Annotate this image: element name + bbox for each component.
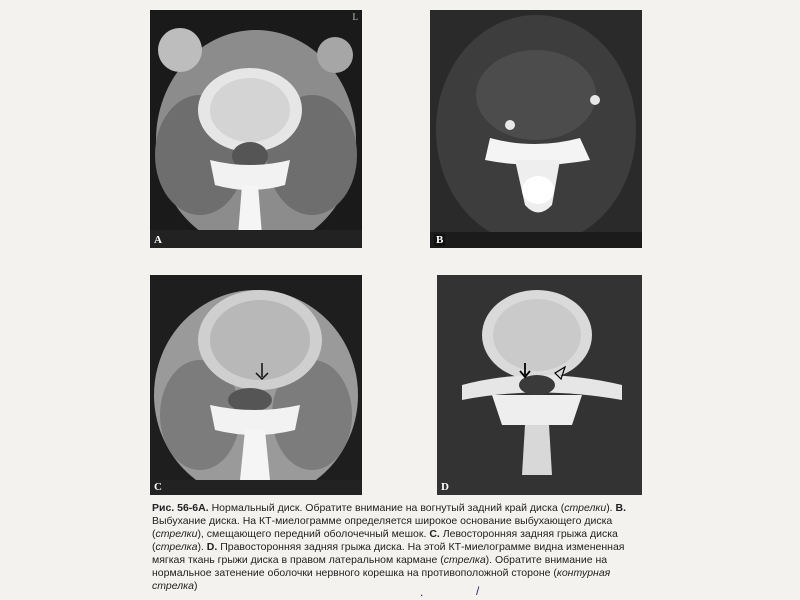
caption-b-arrow: стрелки bbox=[155, 528, 198, 540]
caption-d-text: Правосторонняя задняя грыжа диска. На этой КТ-миелограмме видна измененная мягкая ткань грыжи диска в правом латеральном кармане ( bbox=[152, 541, 625, 566]
caption-c-label: C. bbox=[429, 528, 440, 540]
panel-label-b: B bbox=[436, 234, 444, 246]
caption-b-label: B. bbox=[615, 502, 627, 514]
caption-c-arrow: стрелка bbox=[155, 541, 198, 553]
caption-d-arrow2: контурная стрелка bbox=[152, 567, 611, 592]
ct-panel-c bbox=[150, 275, 362, 495]
panel-label-c: C bbox=[154, 481, 162, 493]
panel-label-a: A bbox=[154, 234, 162, 246]
caption-d-label: D. bbox=[206, 541, 218, 553]
stray-slash-mark: / bbox=[476, 584, 480, 598]
stray-dot-mark: . bbox=[420, 585, 424, 599]
ct-image-a bbox=[150, 10, 362, 248]
ct-image-b bbox=[430, 10, 642, 248]
caption-d-mid: ). Обратите внимание на нормальное затенение оболочки нервного корешка на противоположной стороне ( bbox=[152, 554, 608, 579]
caption-a-text: Нормальный диск. Обратите внимание на вогнутый задний край диска ( bbox=[208, 502, 565, 514]
panel-label-d: D bbox=[441, 481, 449, 493]
ct-image-d bbox=[437, 275, 642, 495]
ct-panel-b bbox=[430, 10, 642, 248]
ct-panel-d bbox=[437, 275, 642, 495]
caption-c-end: ). bbox=[197, 541, 204, 553]
caption-a-end: ). bbox=[606, 502, 613, 514]
caption-d-arrow: стрелка bbox=[443, 554, 486, 566]
caption-b-end: ), смещающего передний оболочечный мешок. bbox=[197, 528, 427, 540]
caption-b-text: Выбухание диска. На КТ-миелограмме определяется широкое основание выбухающего диска ( bbox=[152, 515, 613, 540]
caption-a-arrow: стрелки bbox=[564, 502, 607, 514]
figure-caption bbox=[152, 502, 654, 593]
ct-image-c bbox=[150, 275, 362, 495]
corner-mark: L bbox=[352, 12, 358, 22]
ct-panel-a bbox=[150, 10, 362, 248]
caption-fig-number: Рис. 56-6A. bbox=[152, 502, 209, 514]
caption-c-text: Левосторонняя задняя грыжа диска ( bbox=[152, 528, 618, 553]
caption-d-end: ) bbox=[193, 580, 198, 592]
